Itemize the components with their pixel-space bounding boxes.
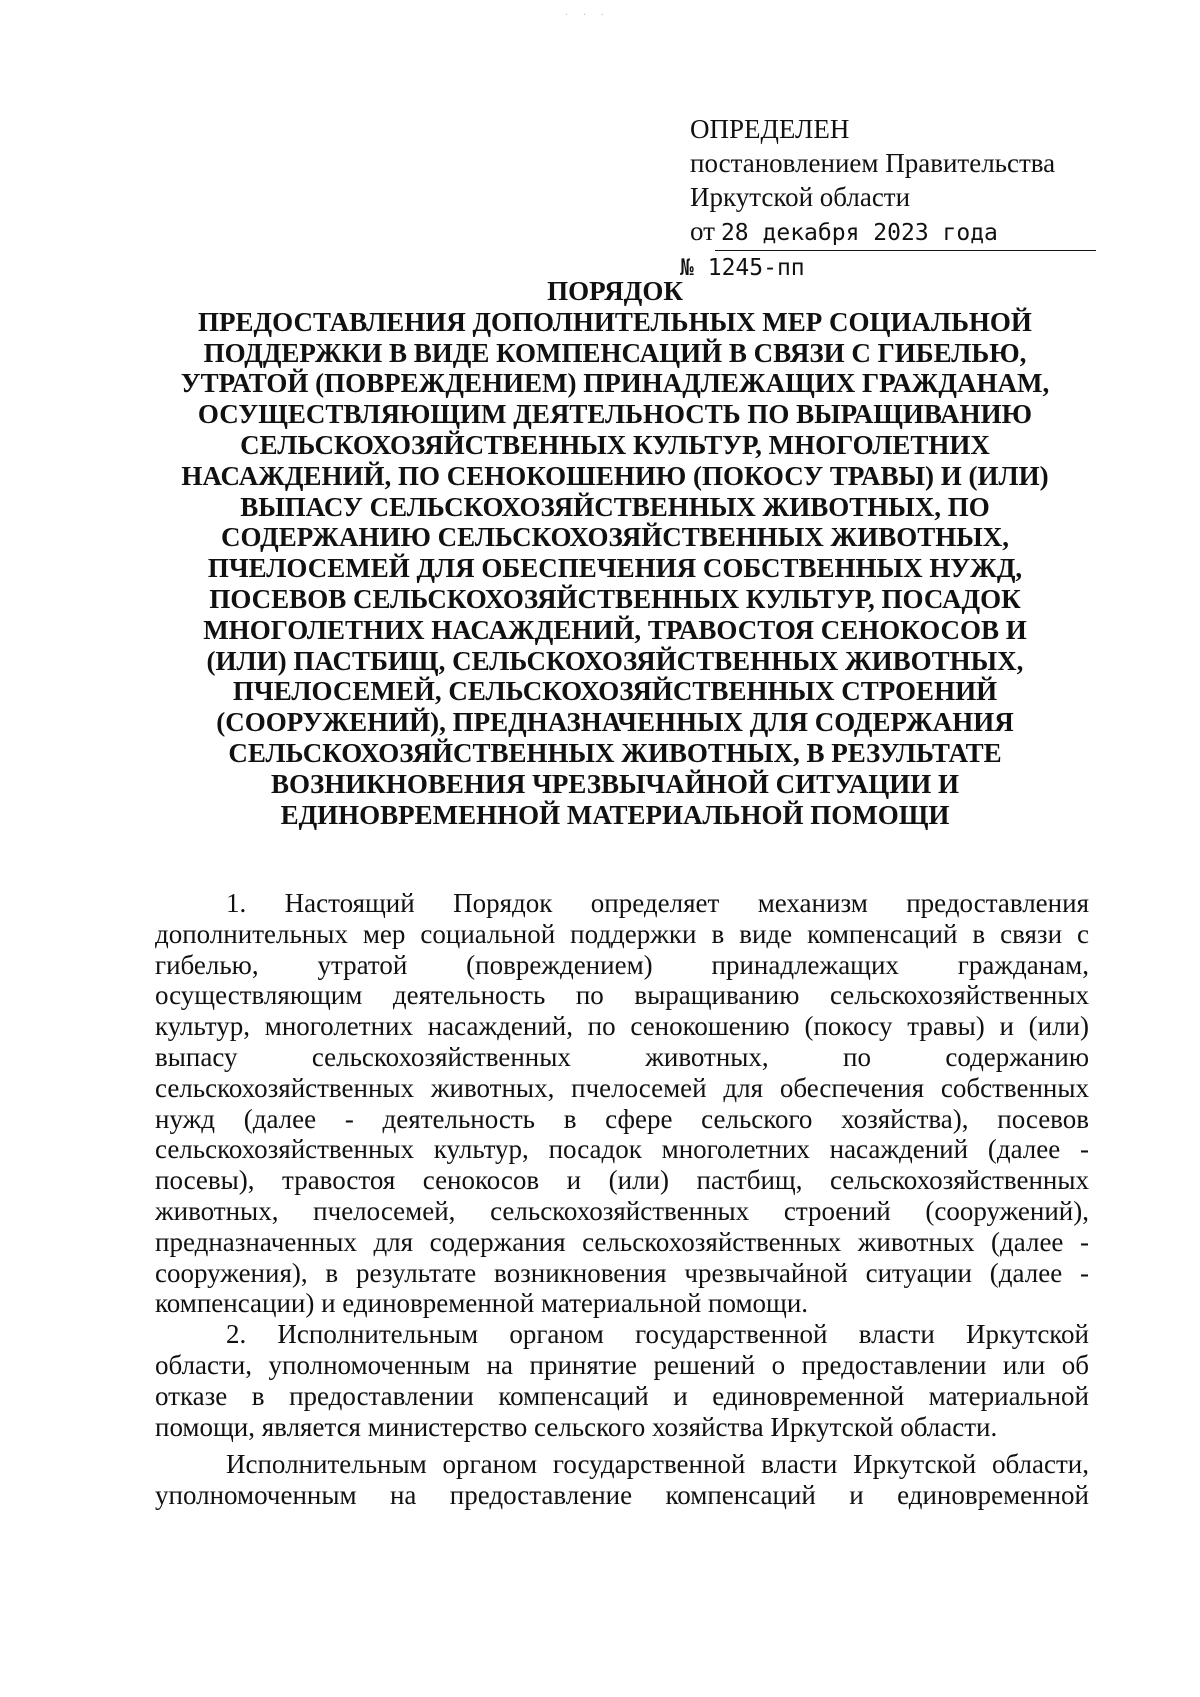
paragraph-line: сооружения), в результате возникновения чрезвычайной ситуации (далее -: [155, 1257, 1089, 1288]
paragraph-line: выпасу сельскохозяйственных животных, по содержанию: [155, 1041, 1089, 1072]
approval-status: ОПРЕДЕЛЕН: [690, 114, 850, 144]
paragraph-line: гибелью, утратой (повреждением) принадлежащих гражданам,: [155, 949, 1089, 980]
title-line: ПРЕДОСТАВЛЕНИЯ ДОПОЛНИТЕЛЬНЫХ МЕР СОЦИАЛЬНОЙ: [198, 306, 1032, 337]
approval-number-prefix: №: [680, 255, 694, 281]
title-line: СОДЕРЖАНИЮ СЕЛЬСКОХОЗЯЙСТВЕННЫХ ЖИВОТНЫХ,: [221, 522, 1009, 553]
title-line: ПОСЕВОВ СЕЛЬСКОХОЗЯЙСТВЕННЫХ КУЛЬТУР, ПОСАДОК: [209, 583, 1021, 614]
paragraph-line: нужд (далее - деятельность в сфере сельского хозяйства), посевов: [155, 1103, 1089, 1134]
paragraph-line: дополнительных мер социальной поддержки в виде компенсаций в связи с: [155, 918, 1089, 949]
approval-date-underline: [715, 214, 1096, 251]
approval-date-line: [690, 214, 1090, 251]
title-line: НАСАЖДЕНИЙ, ПО СЕНОКОШЕНИЮ (ПОКОСУ ТРАВЫ) И (ИЛИ): [181, 460, 1049, 491]
paragraph-line: отказе в предоставлении компенсаций и единовременной материальной: [155, 1380, 1089, 1411]
title-line: ПОДДЕРЖКИ В ВИДЕ КОМПЕНСАЦИЙ В СВЯЗИ С ГИБЕЛЬЮ,: [203, 337, 1027, 368]
paragraph-line: сельскохозяйственных животных, пчелосемей для обеспечения собственных: [155, 1072, 1089, 1103]
paragraph-line: уполномоченным на предоставление компенсаций и единовременной: [155, 1480, 1089, 1511]
paragraph-line: культур, многолетних насаждений, по сенокошению (покосу травы) и (или): [155, 1011, 1089, 1042]
title-line: СЕЛЬСКОХОЗЯЙСТВЕННЫХ ЖИВОТНЫХ, В РЕЗУЛЬТАТЕ: [228, 737, 1002, 768]
paragraph-line: помощи, является министерство сельского хозяйства Иркутской области.: [155, 1411, 998, 1442]
title-line: МНОГОЛЕТНИХ НАСАЖДЕНИЙ, ТРАВОСТОЯ СЕНОКОСОВ И: [203, 614, 1027, 645]
paragraph-line: 2. Исполнительным органом государственной власти Иркутской: [226, 1319, 1089, 1350]
title-line: ЕДИНОВРЕМЕННОЙ МАТЕРИАЛЬНОЙ ПОМОЩИ: [280, 799, 950, 830]
title-line: (ИЛИ) ПАСТБИЩ, СЕЛЬСКОХОЗЯЙСТВЕННЫХ ЖИВОТНЫХ,: [206, 645, 1024, 676]
title-line: СЕЛЬСКОХОЗЯЙСТВЕННЫХ КУЛЬТУР, МНОГОЛЕТНИХ: [240, 429, 990, 460]
approval-date-prefix: от: [690, 216, 715, 246]
paragraph-line: посевы), травостоя сенокосов и (или) пастбищ, сельскохозяйственных: [155, 1165, 1089, 1196]
paragraph-3: [155, 1449, 1089, 1511]
title-heading: ПОРЯДОК: [547, 276, 683, 306]
title-line: ПЧЕЛОСЕМЕЙ, СЕЛЬСКОХОЗЯЙСТВЕННЫХ СТРОЕНИЙ: [232, 676, 998, 707]
paragraph-line: сельскохозяйственных культур, посадок многолетних насаждений (далее -: [155, 1134, 1089, 1165]
scan-artifact: · · ·: [565, 10, 610, 21]
title-line: ВЫПАСУ СЕЛЬСКОХОЗЯЙСТВЕННЫХ ЖИВОТНЫХ, ПО: [240, 491, 990, 522]
approval-date: 28 декабря 2023 года: [720, 220, 998, 246]
approval-stamp-block: [680, 112, 1090, 285]
approval-number: 1245-пп: [707, 255, 805, 281]
title-line: ПЧЕЛОСЕМЕЙ ДЛЯ ОБЕСПЕЧЕНИЯ СОБСТВЕННЫХ НУЖД,: [207, 553, 1023, 584]
title-line: (СООРУЖЕНИЙ), ПРЕДНАЗНАЧЕННЫХ ДЛЯ СОДЕРЖАНИЯ: [216, 707, 1014, 738]
paragraph-line: предназначенных для содержания сельскохозяйственных животных (далее -: [155, 1226, 1089, 1257]
paragraph-line: осуществляющим деятельность по выращиванию сельскохозяйственных: [155, 980, 1089, 1011]
paragraph-line: животных, пчелосемей, сельскохозяйственных строений (сооружений),: [155, 1195, 1089, 1226]
paragraph-line: 1. Настоящий Порядок определяет механизм предоставления: [226, 888, 1089, 918]
title-line: УТРАТОЙ (ПОВРЕЖДЕНИЕМ) ПРИНАДЛЕЖАЩИХ ГРАЖДАНАМ,: [180, 368, 1050, 399]
paragraph-2: [155, 1319, 1089, 1442]
title-line: ВОЗНИКНОВЕНИЯ ЧРЕЗВЫЧАЙНОЙ СИТУАЦИИ И: [270, 768, 960, 799]
paragraph-line: Исполнительным органом государственной власти Иркутской области,: [226, 1449, 1089, 1480]
title-line: ОСУЩЕСТВЛЯЮЩИМ ДЕЯТЕЛЬНОСТЬ ПО ВЫРАЩИВАНИЮ: [197, 399, 1033, 430]
paragraph-line: компенсации) и единовременной материальной помощи.: [155, 1288, 809, 1319]
paragraph-1: [155, 888, 1089, 1319]
approval-region: Иркутской области: [690, 182, 911, 212]
approval-authority: постановлением Правительства: [690, 148, 1056, 178]
document-title: [150, 276, 1080, 830]
paragraph-line: области, уполномоченным на принятие решений о предоставлении или об: [155, 1349, 1089, 1380]
document-body: [155, 888, 1089, 1511]
